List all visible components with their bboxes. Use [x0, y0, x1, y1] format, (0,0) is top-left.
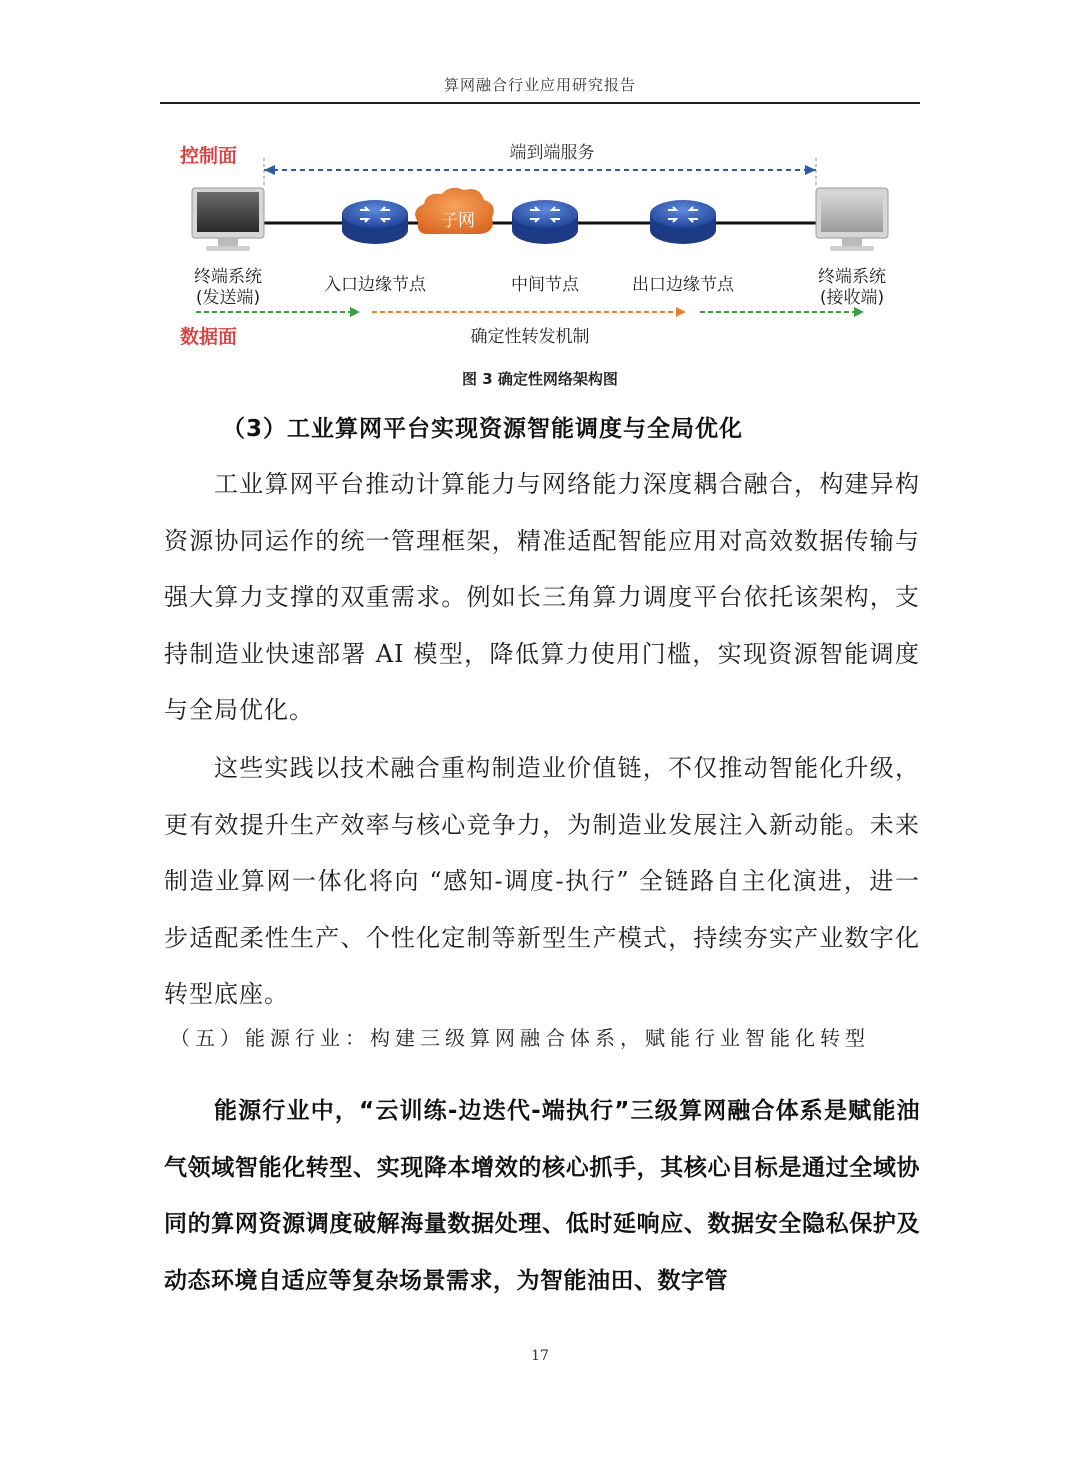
middle-router-icon [512, 200, 578, 244]
ingress-label: 入口边缘节点 [324, 275, 426, 295]
sender-label-1: 终端系统 [194, 267, 262, 287]
page-header [160, 74, 920, 104]
sender-monitor-icon [192, 188, 264, 251]
subsection-heading: （3）工业算网平台实现资源智能调度与全局优化 [222, 416, 744, 442]
e2e-service-label: 端到端服务 [509, 143, 595, 163]
control-plane-label: 控制面 [180, 145, 238, 167]
receiver-monitor-icon [816, 188, 888, 251]
paragraph-2: 这些实践以技术融合重构制造业价值链，不仅推动智能化升级，更有效提升生产效率与核心竞争力，为制造业发展注入新动能。未来制造业算网一体化将向 “感知-调度-执行” 全链路自主化演进，进一步适配柔性生产、个性化定制等新型生产模式，持续夯实产业数字化转型底座。 [164, 754, 920, 1008]
ingress-router-icon [342, 200, 408, 244]
middle-label: 中间节点 [511, 275, 579, 295]
section-heading: （五）能源行业：构建三级算网融合体系，赋能行业智能化转型 [170, 1026, 870, 1050]
bold-paragraph: 能源行业中，“云训练-边迭代-端执行”三级算网融合体系是赋能油气领域智能化转型、实现降本增效的核心抓手，其核心目标是通过全域协同的算网资源调度破解海量数据处理、低时延响应、数据安全隐私保护及动态环境自适应等复杂场景需求，为智能油田、数字管 [164, 1098, 920, 1294]
network-architecture-figure [160, 130, 920, 360]
egress-label: 出口边缘节点 [632, 275, 734, 295]
paragraph-1: 工业算网平台推动计算能力与网络能力深度耦合融合，构建异构资源协同运作的统一管理框架，精准适配智能应用对高效数据传输与强大算力支撑的双重需求。例如长三角算力调度平台依托该架构，支持制造业快速部署 AI 模型，降低算力使用门槛，实现资源智能调度与全局优化。 [164, 470, 920, 724]
data-plane-label: 数据面 [180, 326, 238, 348]
receiver-label-2: (接收端) [819, 288, 885, 308]
e2e-arrow-left [264, 165, 275, 175]
figure-caption: 图 3 确定性网络架构图 [462, 370, 618, 388]
subnet-label: 子网 [441, 211, 475, 231]
subnet-cloud-icon [415, 188, 494, 234]
sender-label-2: (发送端) [195, 288, 261, 308]
e2e-arrow-right [805, 165, 816, 175]
page-number: 17 [531, 1348, 549, 1364]
header-title: 算网融合行业应用研究报告 [443, 76, 636, 94]
egress-router-icon [650, 200, 716, 244]
forwarding-label: 确定性转发机制 [470, 327, 590, 347]
network-diagram [160, 130, 920, 360]
receiver-label-1: 终端系统 [818, 267, 886, 287]
